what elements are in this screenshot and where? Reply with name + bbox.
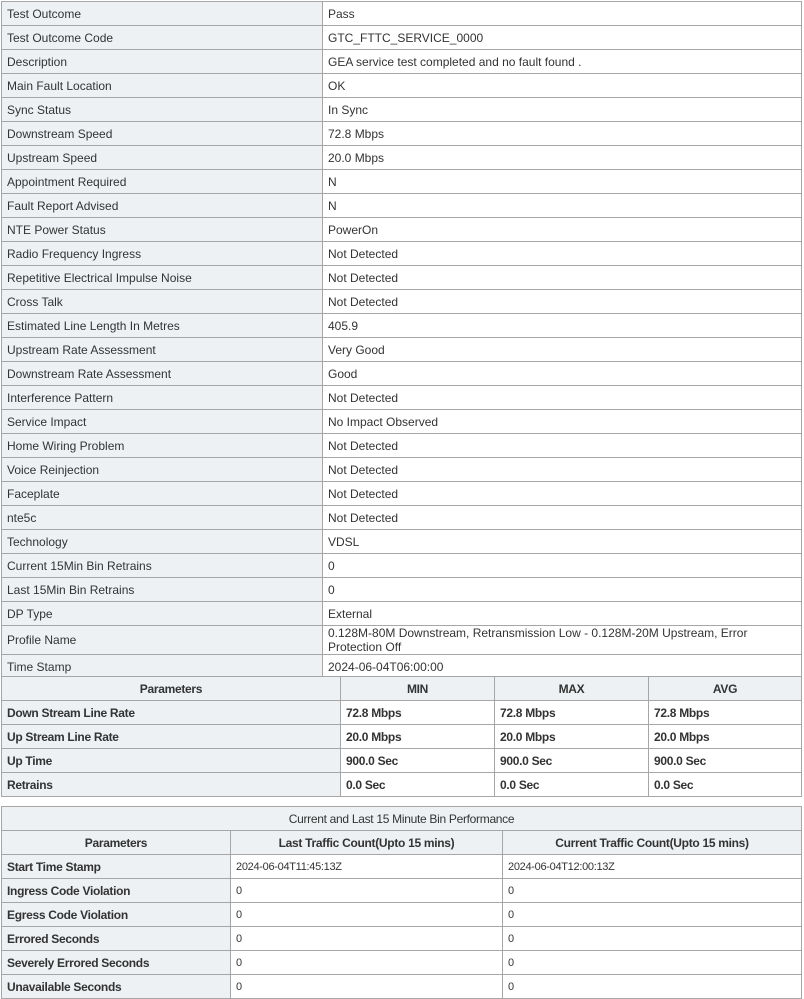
- summary-value: 72.8 Mbps: [323, 122, 802, 146]
- bin-performance-title: Current and Last 15 Minute Bin Performance: [2, 807, 802, 831]
- summary-value: Not Detected: [323, 290, 802, 314]
- summary-row: [2, 218, 802, 242]
- summary-row: [2, 266, 802, 290]
- bin-row: [2, 855, 802, 879]
- min-value: 0.0 Sec: [341, 773, 495, 797]
- summary-value: 0: [323, 554, 802, 578]
- summary-label: Faceplate: [2, 482, 323, 506]
- bin-label: Ingress Code Violation: [2, 879, 231, 903]
- bin-row: [2, 879, 802, 903]
- bin-row: [2, 927, 802, 951]
- last-traffic-value: 0: [231, 951, 503, 975]
- summary-label: Service Impact: [2, 410, 323, 434]
- current-traffic-value: 0: [503, 951, 802, 975]
- header-avg: AVG: [649, 677, 802, 701]
- summary-label: Voice Reinjection: [2, 458, 323, 482]
- summary-value: In Sync: [323, 98, 802, 122]
- summary-value: VDSL: [323, 530, 802, 554]
- summary-value: Not Detected: [323, 482, 802, 506]
- max-value: 72.8 Mbps: [495, 701, 649, 725]
- summary-value: Not Detected: [323, 386, 802, 410]
- summary-label: Appointment Required: [2, 170, 323, 194]
- bin-label: Egress Code Violation: [2, 903, 231, 927]
- summary-value: N: [323, 170, 802, 194]
- summary-row: [2, 506, 802, 530]
- summary-value: Not Detected: [323, 242, 802, 266]
- summary-value: PowerOn: [323, 218, 802, 242]
- bin-label: Start Time Stamp: [2, 855, 231, 879]
- bin-title-row: [2, 807, 802, 831]
- summary-label: Estimated Line Length In Metres: [2, 314, 323, 338]
- summary-row: [2, 314, 802, 338]
- max-value: 0.0 Sec: [495, 773, 649, 797]
- summary-row: [2, 482, 802, 506]
- line-rate-label: Up Time: [2, 749, 341, 773]
- bin-header-row: [2, 831, 802, 855]
- avg-value: 0.0 Sec: [649, 773, 802, 797]
- summary-value: Pass: [323, 2, 802, 26]
- summary-value: Very Good: [323, 338, 802, 362]
- summary-row: [2, 578, 802, 602]
- summary-row: [2, 242, 802, 266]
- summary-value: No Impact Observed: [323, 410, 802, 434]
- bin-row: [2, 903, 802, 927]
- summary-row: [2, 2, 802, 26]
- summary-value: Not Detected: [323, 434, 802, 458]
- header-current-traffic-count: Current Traffic Count(Upto 15 mins): [503, 831, 802, 855]
- summary-row: [2, 122, 802, 146]
- summary-value: 2024-06-04T06:00:00: [323, 655, 802, 679]
- summary-value: N: [323, 194, 802, 218]
- bin-label: Severely Errored Seconds: [2, 951, 231, 975]
- bin-label: Unavailable Seconds: [2, 975, 231, 999]
- line-rate-row: [2, 749, 802, 773]
- summary-value: 20.0 Mbps: [323, 146, 802, 170]
- summary-label: Downstream Rate Assessment: [2, 362, 323, 386]
- summary-row: [2, 626, 802, 655]
- summary-label: Last 15Min Bin Retrains: [2, 578, 323, 602]
- avg-value: 20.0 Mbps: [649, 725, 802, 749]
- last-traffic-value: 0: [231, 927, 503, 951]
- test-summary-table: [1, 1, 802, 679]
- summary-value: External: [323, 602, 802, 626]
- summary-row: [2, 655, 802, 679]
- avg-value: 900.0 Sec: [649, 749, 802, 773]
- summary-row: [2, 50, 802, 74]
- summary-row: [2, 26, 802, 50]
- summary-label: Current 15Min Bin Retrains: [2, 554, 323, 578]
- avg-value: 72.8 Mbps: [649, 701, 802, 725]
- line-rate-row: [2, 773, 802, 797]
- summary-label: NTE Power Status: [2, 218, 323, 242]
- summary-value: 0: [323, 578, 802, 602]
- summary-label: Radio Frequency Ingress: [2, 242, 323, 266]
- summary-label: Sync Status: [2, 98, 323, 122]
- max-value: 20.0 Mbps: [495, 725, 649, 749]
- header-min: MIN: [341, 677, 495, 701]
- line-rate-header-row: [2, 677, 802, 701]
- last-traffic-value: 0: [231, 903, 503, 927]
- summary-row: [2, 98, 802, 122]
- bin-row: [2, 951, 802, 975]
- last-traffic-value: 2024-06-04T11:45:13Z: [231, 855, 503, 879]
- summary-label: nte5c: [2, 506, 323, 530]
- current-traffic-value: 0: [503, 879, 802, 903]
- summary-row: [2, 170, 802, 194]
- summary-label: Upstream Rate Assessment: [2, 338, 323, 362]
- min-value: 72.8 Mbps: [341, 701, 495, 725]
- line-rate-label: Up Stream Line Rate: [2, 725, 341, 749]
- summary-label: Test Outcome: [2, 2, 323, 26]
- current-traffic-value: 0: [503, 975, 802, 999]
- summary-row: [2, 458, 802, 482]
- header-parameters: Parameters: [2, 677, 341, 701]
- summary-value: 0.128M-80M Downstream, Retransmission Low - 0.128M-20M Upstream, Error Protection Off: [323, 626, 802, 655]
- summary-row: [2, 554, 802, 578]
- summary-value: GEA service test completed and no fault found .: [323, 50, 802, 74]
- header-max: MAX: [495, 677, 649, 701]
- summary-label: Test Outcome Code: [2, 26, 323, 50]
- summary-value: Not Detected: [323, 506, 802, 530]
- summary-label: Repetitive Electrical Impulse Noise: [2, 266, 323, 290]
- summary-row: [2, 146, 802, 170]
- line-rate-label: Down Stream Line Rate: [2, 701, 341, 725]
- summary-label: Main Fault Location: [2, 74, 323, 98]
- summary-row: [2, 602, 802, 626]
- summary-label: Upstream Speed: [2, 146, 323, 170]
- summary-row: [2, 410, 802, 434]
- header-parameters: Parameters: [2, 831, 231, 855]
- current-traffic-value: 2024-06-04T12:00:13Z: [503, 855, 802, 879]
- summary-row: [2, 74, 802, 98]
- summary-label: Home Wiring Problem: [2, 434, 323, 458]
- summary-value: Not Detected: [323, 458, 802, 482]
- summary-row: [2, 434, 802, 458]
- summary-value: Not Detected: [323, 266, 802, 290]
- last-traffic-value: 0: [231, 879, 503, 903]
- min-value: 900.0 Sec: [341, 749, 495, 773]
- summary-row: [2, 194, 802, 218]
- summary-label: Description: [2, 50, 323, 74]
- summary-label: Downstream Speed: [2, 122, 323, 146]
- max-value: 900.0 Sec: [495, 749, 649, 773]
- line-rate-row: [2, 725, 802, 749]
- line-rate-table: [1, 676, 802, 797]
- summary-label: Profile Name: [2, 626, 323, 655]
- min-value: 20.0 Mbps: [341, 725, 495, 749]
- summary-label: Technology: [2, 530, 323, 554]
- current-traffic-value: 0: [503, 903, 802, 927]
- summary-label: Cross Talk: [2, 290, 323, 314]
- summary-row: [2, 290, 802, 314]
- summary-value: Good: [323, 362, 802, 386]
- summary-value: GTC_FTTC_SERVICE_0000: [323, 26, 802, 50]
- summary-row: [2, 386, 802, 410]
- bin-row: [2, 975, 802, 999]
- summary-row: [2, 362, 802, 386]
- header-last-traffic-count: Last Traffic Count(Upto 15 mins): [231, 831, 503, 855]
- bin-performance-table: [1, 806, 802, 999]
- summary-label: DP Type: [2, 602, 323, 626]
- line-rate-label: Retrains: [2, 773, 341, 797]
- bin-label: Errored Seconds: [2, 927, 231, 951]
- line-rate-row: [2, 701, 802, 725]
- summary-value: OK: [323, 74, 802, 98]
- summary-label: Interference Pattern: [2, 386, 323, 410]
- summary-row: [2, 338, 802, 362]
- summary-label: Fault Report Advised: [2, 194, 323, 218]
- last-traffic-value: 0: [231, 975, 503, 999]
- summary-value: 405.9: [323, 314, 802, 338]
- summary-row: [2, 530, 802, 554]
- current-traffic-value: 0: [503, 927, 802, 951]
- summary-label: Time Stamp: [2, 655, 323, 679]
